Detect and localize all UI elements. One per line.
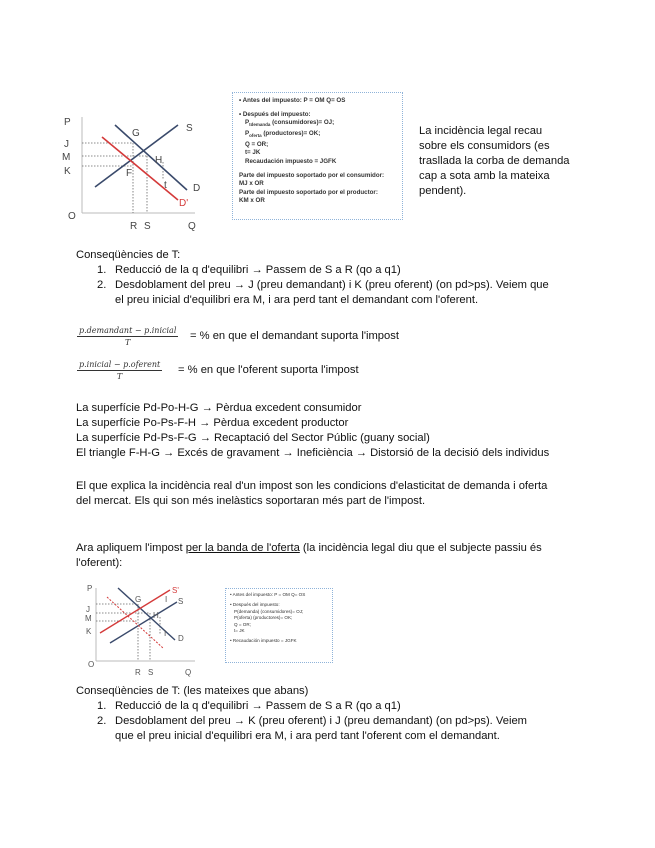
consumer-share-value: MJ x OR (239, 180, 264, 188)
section2-heading: Conseqüències de T: (les mateixes que abans) (76, 685, 309, 697)
svg-text:R: R (135, 668, 141, 677)
formula-text: = % en que el demandant suporta l'impost (190, 330, 399, 342)
producer-price: $P_{oferta}$ (productores)= OK; (245, 130, 321, 139)
svg-text:K: K (64, 166, 71, 177)
svg-text:S: S (144, 221, 151, 232)
list-item: 1. Reducció de la q d'equilibri → Passem de S a R (qo a q1) (97, 264, 401, 276)
surface-line: La superfície Po-Ps-F-H → Pèrdua excedent productor (76, 417, 349, 429)
quantity: Q = OR; (234, 621, 251, 627)
svg-text:G: G (135, 595, 142, 604)
intro2-line: l'oferent): (76, 557, 123, 569)
before-tax-text: • Antes del impuesto: P = OM Q= OS (230, 592, 306, 597)
side-note-line: sobre els consumidors (es (419, 140, 550, 152)
svg-text:t: t (164, 180, 167, 191)
side-note-line: cap a sota amb la mateixa (419, 170, 550, 182)
list-item-continuation: el preu inicial d'equilibri era M, i ara perd tant el demandant com l'oferent. (115, 294, 479, 306)
svg-text:D': D' (179, 198, 189, 209)
intro2-line: Ara apliquem l'impost per la banda de l'oferta (la incidència legal diu que el subjecte passiu és (76, 542, 542, 554)
section1-heading: Conseqüències de T: (76, 249, 181, 261)
list-item: 2. Desdoblament del preu → K (preu oferent) i J (preu demandant) (on pd>ps). Veiem (97, 715, 527, 727)
list-item: 2. Desdoblament del preu → J (preu demandant) i K (preu oferent) (on pd>ps). Veiem que (97, 279, 549, 291)
svg-text:I: I (165, 595, 168, 604)
svg-text:F: F (126, 168, 133, 179)
svg-text:M: M (85, 614, 92, 623)
tax-revenue: Recaudación impuesto = JGFK (245, 158, 337, 166)
surface-line: La superfície Pd-Ps-F-G → Recaptació del Sector Públic (guany social) (76, 432, 430, 444)
svg-text:D: D (193, 183, 201, 194)
svg-text:O: O (68, 211, 76, 222)
side-note-line: trasllada la corba de demanda (419, 155, 570, 167)
svg-text:Q: Q (185, 668, 192, 677)
svg-text:J: J (64, 139, 69, 150)
formula-text: = % en que l'oferent suporta l'impost (178, 364, 359, 376)
surface-line: La superfície Pd-Po-H-G → Pèrdua excedent consumidor (76, 402, 362, 414)
side-note-line: pendent). (419, 185, 467, 197)
producer-price: P(oferta) (productores)= OK; (234, 615, 293, 621)
svg-text:K: K (86, 627, 92, 636)
producer-share-label: Parte del impuesto soportado por el productor: (239, 188, 378, 196)
before-tax-text: • Antes del impuesto: P = OM Q= OS (239, 97, 346, 104)
svg-text:S: S (148, 668, 154, 677)
formula-fraction: p.demandant − p.inicial T (79, 326, 177, 347)
consumer-price: P(demanda) (consumidores)= OJ; (234, 608, 304, 614)
after-tax-heading: • Después del impuesto: (239, 110, 311, 118)
tax-amount: t= JK (234, 628, 245, 634)
svg-text:M: M (62, 152, 71, 163)
after-tax-heading: • Después del impuesto: (230, 602, 280, 608)
side-note-line: La incidència legal recau (419, 125, 543, 137)
paragraph-line: El que explica la incidència real d'un impost son les condicions d'elasticitat de demanda i oferta (76, 480, 548, 492)
tax-supply-side-diagram (0, 570, 220, 680)
tax-summary-box (232, 92, 403, 220)
svg-text:H: H (155, 155, 163, 166)
tax-summary-box-2 (225, 588, 333, 663)
svg-text:J: J (86, 605, 90, 614)
svg-text:I: I (164, 629, 167, 638)
svg-text:Q: Q (188, 221, 196, 232)
svg-text:D: D (178, 634, 184, 643)
svg-text:H: H (153, 611, 159, 620)
tax-amount: t= JK (245, 149, 261, 157)
list-item: 1. Reducció de la q d'equilibri → Passem de S a R (qo a q1) (97, 700, 401, 712)
producer-share-value: KM x OR (239, 197, 265, 205)
svg-text:P: P (64, 117, 71, 128)
formula-fraction: p.inicial − p.oferent T (79, 360, 161, 381)
list-item-continuation: que el preu inicial d'equilibri era M, i ara perd tant l'oferent com el demandant. (115, 730, 500, 742)
paragraph-line: del mercat. Els qui son més inelàstics soportaran més part de l'impost. (76, 495, 426, 507)
svg-text:S: S (186, 123, 193, 134)
tax-demand-side-diagram (0, 0, 240, 240)
surface-line: El triangle F-H-G → Excés de gravament → Ineficiència → Distorsió de la decisió dels individus (76, 447, 550, 459)
quantity: Q = OR; (245, 140, 269, 148)
svg-text:S: S (178, 597, 184, 606)
svg-text:S': S' (172, 586, 179, 595)
tax-revenue: • Recaudación impuesto = JGFK (230, 638, 297, 644)
svg-text:P: P (87, 584, 93, 593)
svg-text:O: O (88, 660, 95, 669)
svg-text:R: R (130, 221, 138, 232)
side-note (419, 124, 570, 199)
consumer-price: $P_{tdemanda}$ (consumidores)= OJ; (245, 119, 335, 128)
consumer-share-label: Parte del impuesto soportado por el consumidor: (239, 171, 385, 179)
svg-text:G: G (132, 128, 140, 139)
